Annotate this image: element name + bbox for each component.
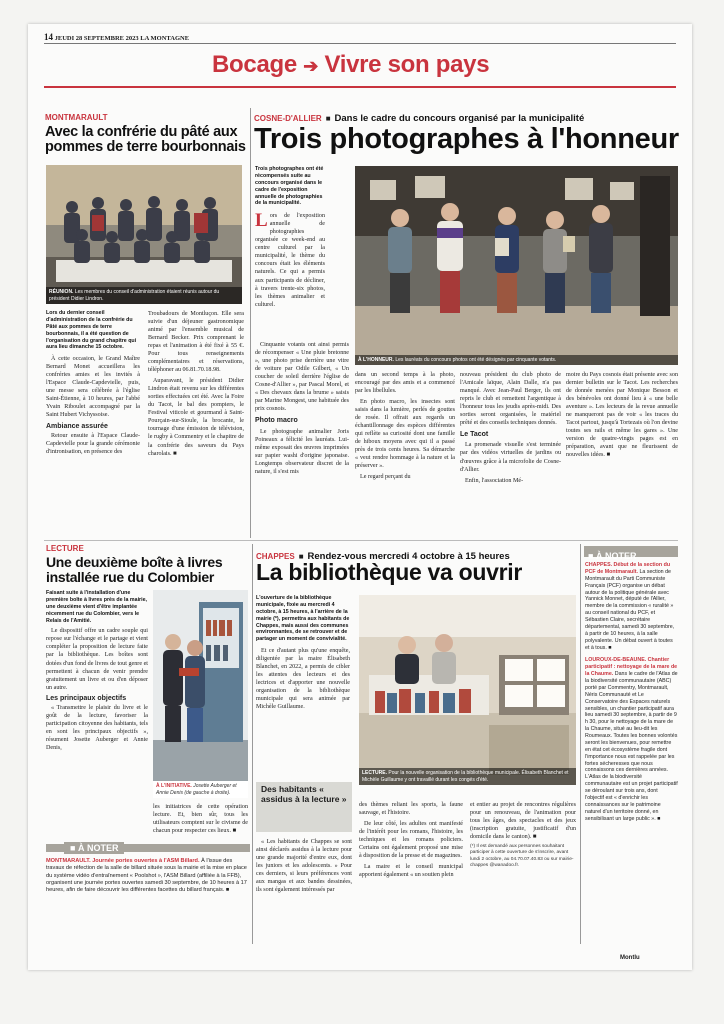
- note-right-header-inner: [584, 551, 640, 561]
- article3-subhead: Les principaux objectifs: [46, 694, 127, 702]
- article1-caption: [46, 287, 242, 304]
- footer-town: Montlu: [620, 955, 640, 961]
- article4-col2: [359, 801, 463, 882]
- article2-col3: [355, 371, 455, 484]
- note-right-item2-bold: LOUROUX-DE-BEAUNE. Chantier participatif : nettoyage de la mare de la Chaume.: [585, 657, 678, 678]
- article1-col1-p1: À cette occasion, le Grand Maître Bernard Monet accueillera les confréries amies et les invités à l'Espace Claude-Capdevielle, puis, une messe sera célébrée à l'église Saint-Étienne, à 10 heures, par l'abbé Yvain Riboulet accompagné par la Saint Hubert Vichyssoise.: [46, 356, 140, 419]
- note-right-item2: Dans le cadre de l'Atlas de la biodiversité communautaire (ABC) porté par Commentry, Montmarault, Néris Communauté et Le Conservatoire des Espaces naturels sensibles, un chantier participatif aura lieu samedi 30 septembre, à partir de 9 h 30, pour le nettoyage de la mare de la Chaume, situé au lieu-dit les Roumeaux. Toutes les bonnes volontés seront les bienvenues, pour remettre en état cet écosystème fragile dont l'importance nous est rappelée par les fortes sécheresses que nous connaissons ces dernières années. L'Atlas de la biodiversité communautaire est un projet participatif se déroulant sur trois ans, dont l'objectif est « d'enrichir les connaissances sur le patrimoine naturel d'un territoire donné, en sensibilisant un large public ». ■: [585, 671, 678, 822]
- note-right-title: À NOTER: [595, 551, 637, 561]
- article2-col5-p1: moire du Pays cosnois était présente avec son dernier bulletin sur le Tacot. Les recherches de donnée menées par Monique Besson et des bénévoles ont donné lieu à « une belle aventure ». Les lecteurs de la revue annuelle ne manqueront pas de voir « les traces du Tacot partout, jusqu'à Tortezais où l'on devine toutes ses rails et même les gares ». Une version de quatre-vingts pages est en préparation, avant que ne fleurissent de nouvelles idées. ■: [566, 372, 678, 459]
- article2-subhead2: Le Tacot: [460, 431, 489, 439]
- book-box-photo-illustration: [153, 590, 248, 798]
- article4-lead: L'ouverture de la bibliothèque municipale, fixée au mercredi 4 octobre, à 15 heures, à l'arrière de la mairie (*), permettra aux habitants de Chappes, mais aussi des communes environnantes, de se retrouver et de partager un moment de convivialité.: [256, 595, 350, 643]
- square-bullet-icon: ■: [70, 843, 76, 853]
- square-bullet-icon: ■: [298, 552, 304, 561]
- note-bottom-bold: MONTMARAULT. Journée portes ouvertes à l'ASM Billard.: [46, 858, 200, 864]
- article1-caption-bold: RÉUNION.: [49, 289, 74, 295]
- article2-col2-p1: Le photographe animalier Joris Poineaux a félicité les lauréats. Lui-même exposait des œuvres imprimées sur papier washi d'origine japonaise. Longtemps observateur discret de la nature, il s'est mis: [255, 428, 349, 475]
- article4-footnote: (*) Il est demandé aux personnes souhaitant participer à cette ouverture de s'inscrire, avant lundi 2 octobre, au 04.70.07.40.83 ou sur mairie-chappes @wanadoo.fr.: [470, 844, 574, 868]
- note-right-header: [584, 546, 678, 561]
- article4-p5: La maire et le conseil municipal apportent également « un soutien plein: [359, 864, 463, 879]
- article1-col1-p2: Retour ensuite à l'Espace Claude-Capdevielle pour la grande cérémonie d'intronisation, en présence des: [46, 432, 140, 455]
- newspaper-page: [28, 24, 692, 970]
- note-bottom-header: [64, 842, 124, 854]
- note-right-item1: La section de Montmarault du Parti Communiste Français (PCF) organise un débat autour de la politique générale avec Yannick Monnet, député de l'Allier, membre de la commission « ruralité » au conseil national du PCF, et Sébastien Claire, secrétaire départemental, samedi 30 septembre, à partir de 10 heures, à la salle polyvalente. Un débat ouvert à toutes et à tous. ■: [585, 568, 675, 651]
- article4-caption: [359, 768, 576, 785]
- article2-col1: [255, 166, 325, 309]
- article4-p1: Et ce d'autant plus qu'une enquête, diligentée par la maire Élisabeth Blanchet, en 2022, a permis de cibler les attentes des lecteurs et des lectrices et d'apporter une nouvelle organisation de la bibliothèque municipale qui sera animée par Michèle Guillaume.: [256, 648, 350, 711]
- article3-caption-text: Josette Auberger et Annie Denis (de gauche à droite).: [156, 783, 237, 796]
- article4-box: [256, 782, 352, 832]
- note-right-item1-bold: CHAPPES. Début de la section du PCF de Montmarault.: [585, 562, 671, 575]
- article1-label: MONTMARAULT: [45, 113, 108, 122]
- article3-lead: Faisant suite à l'installation d'une première boîte à livres près de la mairie, une deuxième vient d'être implantée récemment rue du Colombier, vers le Relais de l'Amitié.: [46, 590, 147, 624]
- article1-title: Avec la confrérie du pâté aux pommes de terre bourbonnais: [45, 124, 246, 156]
- article3-p3: les initiatrices de cette opération lecture. Et, bien sûr, tous les utilisateurs comptent sur le civisme de chacun pour respecter ces lieux. ■: [153, 804, 248, 835]
- article2-col4: [460, 371, 561, 488]
- article3-photo: [153, 590, 248, 798]
- article4-col1b: [256, 838, 352, 897]
- article4-p2: « Les habitants de Chappes se sont ainsi déclarés assidus à la lecture pour une grande majorité d'entre eux, dont les juniors et les adolescents. » Pour ces derniers, si leurs préférences vont aux mangas et aux bandes dessinées, ils sont également intéressés par: [256, 839, 352, 894]
- article4-photo: [359, 595, 576, 785]
- column-separator-2: [252, 544, 253, 944]
- article2-caption-text: Les lauréats du concours photos ont été désignés par cinquante votants.: [395, 356, 557, 363]
- article2-lead: Trois photographes ont été récompensés suite au concours organisé dans le cadre de l'exposition annuelle de photographies de la municipalité.: [255, 166, 324, 207]
- section-rule: [44, 540, 678, 541]
- article1-caption-text: Les membres du conseil d'administration étaient réunis autour du président Didier Lindron.: [49, 289, 220, 302]
- article2-caption-bold: À L'HONNEUR.: [358, 356, 394, 363]
- banner-left: Bocage: [212, 51, 297, 78]
- section-banner: [212, 51, 489, 79]
- article3-p1: Le dispositif offre un cadre souple qui repose sur l'échange et le partage et vient compléter la proposition de lecture faite par la bibliothèque. Les boîtes sont dotées d'un fond de livres de tout genre et permettent à chacun de venir prendre gratuitement un livre et ou d'en déposer un autre.: [46, 628, 148, 691]
- note-right-body: [585, 562, 678, 822]
- article2-col1-p1: ors de l'exposition annuelle de photographies organisée ce week-end au centre culturel par la municipalité, le thème du concours était les éléments naturels. Ce qui a permis aux participants de décliner, à travers trente-six photos, les thèmes animalier et culturel.: [255, 213, 325, 308]
- note-bottom-body: [46, 858, 250, 894]
- note-bottom-text: À l'issue des travaux de réfection de la salle de billard située sous la mairie et la mise en place du système vidéo d'entraînement « Poolshot », l'ASM Billard (affiliée à la FFB), organisent une journée portes ouvertes samedi 30 septembre, de 10 heures à 17 heures, afin de faire découvrir les différentes facettes du billard français. ■: [46, 858, 247, 894]
- article3-p2: « Transmettre le plaisir du livre et le goût de la lecture, favoriser la participation citoyenne des habitants, tels en sont les principaux objectifs », résument Josette Auberger et Annie Denis,: [46, 704, 148, 751]
- article2-col3-p3: Le regard perçant du: [360, 474, 411, 481]
- article4-col1: [256, 595, 350, 714]
- award-photo-illustration: [355, 166, 678, 365]
- article3-col1: [46, 590, 148, 755]
- article1-col2-p1: Troubadours de Montluçon. Elle sera suivie d'un déjeuner gastronomique animé par l'ensemble musical de Bernard Becker. Prix comprenant le repas et l'animation à été fixé à 55 €. Pour tous renseignements complémentaires et réservations, téléphoner au 06.81.70.18.98.: [148, 311, 244, 374]
- page-number: 14: [44, 32, 53, 42]
- library-photo-illustration: [359, 595, 576, 785]
- article4-col3: [470, 801, 576, 869]
- folio-date: JEUDI 28 SEPTEMBRE 2023: [54, 35, 139, 42]
- article2-col3-p1: dans un second temps à la photo, encouragé par des amis et a commencé par les libellules.: [355, 372, 455, 395]
- article2-dropcap: L: [255, 210, 268, 232]
- article1-col2: [148, 310, 244, 461]
- article1-col1: [46, 310, 140, 459]
- banner-right: Vivre son pays: [324, 51, 490, 78]
- article4-title: La bibliothèque va ouvrir: [256, 559, 522, 585]
- banner-rule: [44, 86, 676, 88]
- article2-col4-p3: Enfin, l'association Mé-: [465, 477, 524, 484]
- article2-col1-p2: Cinquante votants ont ainsi permis de récompenser « Une pluie bretonne », une photo prise derrière une vitre de voiture par Odile Gilbert, « Un coucher de soleil derrière l'église de Cosne-d'Allier », par Pascal Morel, et « Des chevaux dans la brume » saisis par Marine Mongest, une habituée des prix cosnois.: [255, 342, 349, 413]
- article1-lead: Lors du dernier conseil d'administration de la confrérie du Pâté aux pommes de terre bourbonnais, il a été question de l'organisation du grand chapitre qui aura lieu dimanche 15 octobre.: [46, 310, 137, 351]
- article3-title: Une deuxième boîte à livres installée rue du Colombier: [46, 554, 223, 585]
- article2-subhead: Photo macro: [255, 417, 298, 425]
- folio-rule: [44, 43, 676, 44]
- article2-caption: [355, 355, 678, 366]
- article1-subhead: Ambiance assurée: [46, 422, 108, 430]
- article3-col2: [153, 803, 248, 838]
- article4-box-title: Des habitants « assidus à la lecture »: [261, 784, 347, 804]
- column-separator-3: [580, 544, 581, 944]
- article4-p4: De leur côté, les adultes ont manifesté de l'intérêt pour les romans, l'histoire, les techniques et les romans policiers. Certains ont également proposé une mise à disposition de la presse et de magazines.: [359, 821, 463, 860]
- arrow-icon: ➔: [303, 56, 319, 76]
- article2-kicker: Dans le cadre du concours organisé par la municipalité: [334, 113, 585, 124]
- article2-col5: [566, 371, 678, 462]
- square-bullet-icon: ■: [588, 551, 594, 561]
- article1-col2-p2: Auparavant, le président Didier Lindron était revenu sur les différentes sorties effectuées cet été. Avec la Foire du Tacot, le bal des pompiers, le Festival viticole et gourmand à Saint-Pourçain-sur-Sioule, la brocante, le tournage d'une émission de télévision, le rugby à Commentry et le chapitre de la confrérie des saveurs du Pays charolais. ■: [148, 378, 244, 457]
- article4-caption-text: Pour la nouvelle organisation de la bibliothèque municipale. Élisabeth Blanchet et Michèle Guillaume y ont travaillé durant les congés d'été.: [362, 770, 569, 783]
- article2-col1b: [255, 341, 349, 479]
- meeting-photo-illustration: [46, 165, 242, 304]
- article4-caption-bold: LECTURE.: [362, 770, 387, 776]
- article2-label: COSNE-D'ALLIER: [254, 114, 322, 123]
- folio: [44, 32, 189, 42]
- article4-p3: des thèmes reliant les sports, la faune sauvage, et l'histoire.: [359, 802, 463, 817]
- article4-kicker: Rendez-vous mercredi 4 octobre à 15 heures: [307, 551, 510, 562]
- article3-caption: [153, 781, 248, 798]
- column-separator: [250, 108, 251, 538]
- article2-col4-p2: La promenade visuelle s'est terminée par des vidéos virtuelles de jardins ou d'œuvres grâce à la microfolie de Cosne-d'Allier.: [460, 442, 561, 473]
- article2-title: Trois photographes à l'honneur: [254, 123, 679, 155]
- article1-photo: [46, 165, 242, 304]
- article3-label: LECTURE: [46, 544, 84, 553]
- article4-p6: et entier au projet de rencontres régulières pour un renouveau, de l'animation pour tous les âges, des spectacles et des jeux (inscription gratuite, justificatif d'un domicile dans le canton). ■: [470, 802, 576, 841]
- square-bullet-icon: ■: [325, 114, 331, 123]
- note-bottom-title: À NOTER: [77, 843, 119, 853]
- folio-paper: LA MONTAGNE: [140, 35, 190, 42]
- article2-col4-p1: nouveau président du club photo de l'Amicale laïque, Alain Dalle, n'a pas manqué. Avec Jean-Paul Berger, ils ont repris le club et remettent l'argentique à l'honneur tous les jeudis après-midi. Des sorties seront organisées, le matériel prêté et des conseils techniques donnés.: [460, 372, 561, 427]
- article2-photo: [355, 166, 678, 365]
- article4-label: CHAPPES: [256, 552, 295, 561]
- article2-col3-p2: En photo macro, les insectes sont saisis dans la lumière, perlés de gouttes de rosée. Il offrait aux regards un échantillonnage des espèces différentes qui reflète sa curiosité dont une famille de hiboux moyens avec qui il a passé près de trois cents heures. Sa démarche « veut rendre hommage à la nature et la préserver ».: [355, 399, 455, 470]
- article3-caption-bold: À L'INITIATIVE.: [156, 783, 192, 789]
